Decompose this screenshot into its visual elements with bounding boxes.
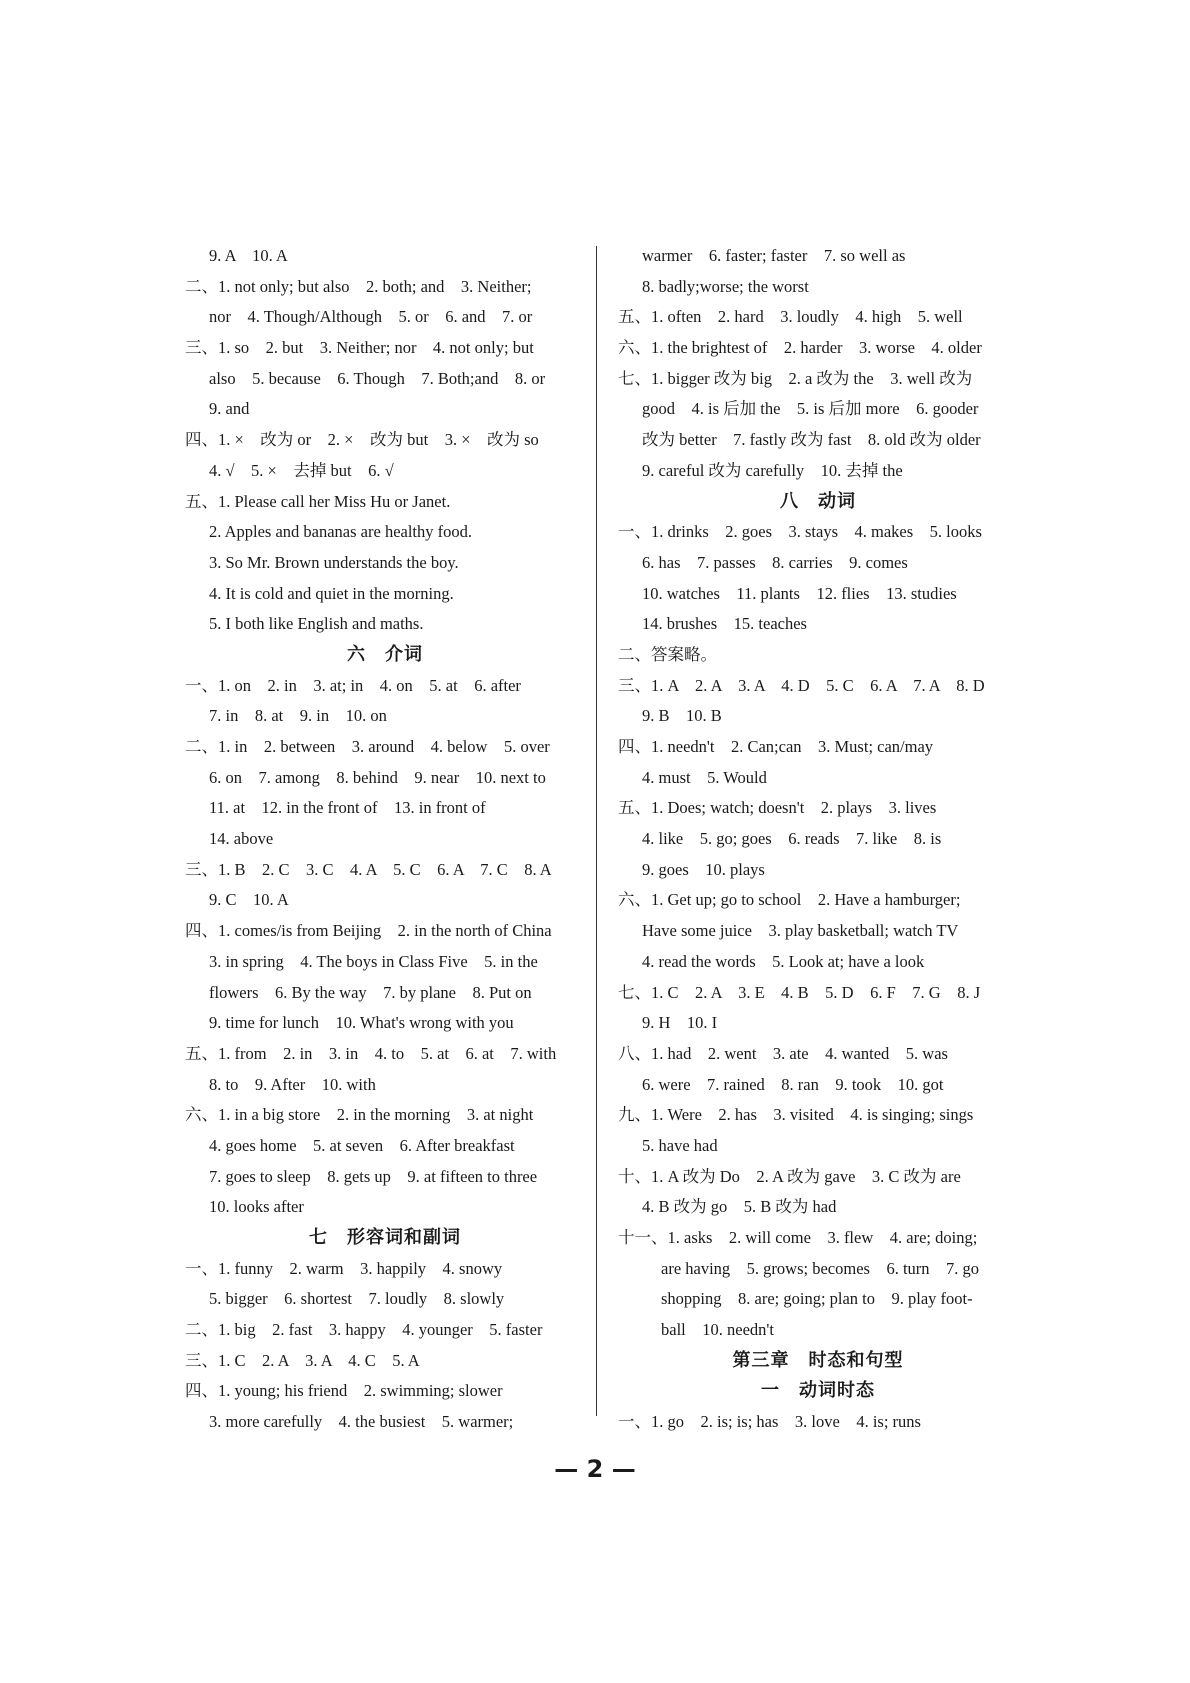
answer-line: 五、1. often 2. hard 3. loudly 4. high 5. well <box>618 307 963 327</box>
answer-line: 四、1. comes/is from Beijing 2. in the north of China <box>185 921 552 941</box>
answer-line: 二、1. in 2. between 3. around 4. below 5. over <box>185 737 550 756</box>
answer-line: 7. in 8. at 9. in 10. on <box>209 706 387 726</box>
answer-line: 一、1. funny 2. warm 3. happily 4. snowy <box>185 1258 503 1278</box>
answer-line: 3. in spring 4. The boys in Class Five 5. in the <box>209 951 538 971</box>
answer-line: 9. and <box>209 399 250 419</box>
answer-line: 5. I both like English and maths. <box>209 614 424 634</box>
answer-line: 4. read the words 5. Look at; have a look <box>642 951 925 971</box>
section-heading: 八 动词 <box>780 490 856 512</box>
answer-line: good 4. is 后加 the 5. is 后加 more 6. gooder <box>642 399 979 419</box>
answer-line: ball 10. needn't <box>661 1320 774 1340</box>
answer-line: 二、1. big 2. fast 3. happy 4. younger 5. faster <box>185 1320 543 1340</box>
answer-line: 一、1. on 2. in 3. at; in 4. on 5. at 6. after <box>185 675 521 695</box>
answer-line: 七、1. C 2. A 3. E 4. B 5. D 6. F 7. G 8. J <box>618 982 981 1002</box>
answer-line: 三、1. C 2. A 3. A 4. C 5. A <box>185 1350 420 1370</box>
answer-line: 四、1. × 改为 or 2. × 改为 but 3. × 改为 so <box>185 430 539 450</box>
answer-line: warmer 6. faster; faster 7. so well as <box>642 246 906 265</box>
answer-line: 10. looks after <box>209 1197 304 1217</box>
answer-line: 8. badly;worse; the worst <box>642 276 809 296</box>
answer-line: 六、1. the brightest of 2. harder 3. worse 4. older <box>618 338 982 358</box>
answer-line: 八、1. had 2. went 3. ate 4. wanted 5. was <box>618 1043 948 1063</box>
answer-line: 六、1. in a big store 2. in the morning 3. at night <box>185 1105 534 1125</box>
answer-line: 9. H 10. I <box>642 1013 718 1033</box>
answer-line: 三、1. B 2. C 3. C 4. A 5. C 6. A 7. C 8. A <box>185 859 552 879</box>
page-number: — 2 — <box>554 1455 636 1483</box>
answer-line: 6. on 7. among 8. behind 9. near 10. next to <box>209 767 546 787</box>
answer-line: 5. have had <box>642 1135 718 1155</box>
answer-line: flowers 6. By the way 7. by plane 8. Put on <box>209 982 532 1002</box>
answer-line: 4. It is cold and quiet in the morning. <box>209 583 454 603</box>
answer-line: 11. at 12. in the front of 13. in front of <box>209 798 486 818</box>
answer-line: 4. √ 5. × 去掉 but 6. √ <box>209 460 394 480</box>
answer-line: 9. careful 改为 carefully 10. 去掉 the <box>642 460 903 480</box>
answer-line: 9. B 10. B <box>642 706 722 726</box>
answer-line: 4. like 5. go; goes 6. reads 7. like 8. is <box>642 829 942 849</box>
answer-line: 8. to 9. After 10. with <box>209 1074 376 1094</box>
answer-line: 6. were 7. rained 8. ran 9. took 10. got <box>642 1074 944 1094</box>
section-heading: 六 介词 <box>347 643 423 665</box>
answer-line: Have some juice 3. play basketball; watch TV <box>642 921 959 941</box>
answer-line: 九、1. Were 2. has 3. visited 4. is singing; sings <box>618 1105 974 1125</box>
answer-line: 三、1. A 2. A 3. A 4. D 5. C 6. A 7. A 8. D <box>618 675 985 695</box>
answer-line: 4. must 5. Would <box>642 767 767 787</box>
answer-line: 二、答案略。 <box>618 644 717 664</box>
answer-line: also 5. because 6. Though 7. Both;and 8. or <box>209 368 546 388</box>
answer-line: 五、1. Does; watch; doesn't 2. plays 3. lives <box>618 798 937 818</box>
answer-line: nor 4. Though/Although 5. or 6. and 7. or <box>209 307 533 327</box>
answer-line: 六、1. Get up; go to school 2. Have a hamburger; <box>618 890 961 910</box>
left-column <box>185 241 585 1438</box>
answer-line: 2. Apples and bananas are healthy food. <box>209 522 473 542</box>
answer-line: are having 5. grows; becomes 6. turn 7. go <box>661 1258 980 1278</box>
answer-line: 五、1. from 2. in 3. in 4. to 5. at 6. at 7. with <box>185 1043 557 1063</box>
answer-line: 7. goes to sleep 8. gets up 9. at fifteen to three <box>209 1166 538 1186</box>
section-heading: 七 形容词和副词 <box>309 1227 461 1248</box>
answer-line: 四、1. needn't 2. Can;can 3. Must; can/may <box>618 737 934 756</box>
answer-line: 一、1. drinks 2. goes 3. stays 4. makes 5. looks <box>618 522 982 542</box>
answer-line: 10. watches 11. plants 12. flies 13. studies <box>642 583 957 603</box>
section-heading: 第三章 时态和句型 <box>732 1349 904 1371</box>
answer-line: shopping 8. are; going; plan to 9. play foot- <box>661 1289 973 1309</box>
answer-line: 七、1. bigger 改为 big 2. a 改为 the 3. well 改为 <box>618 368 973 388</box>
answer-line: 4. B 改为 go 5. B 改为 had <box>642 1197 837 1217</box>
answer-line: 9. C 10. A <box>209 890 289 910</box>
answer-line: 十、1. A 改为 Do 2. A 改为 gave 3. C 改为 are <box>618 1166 961 1186</box>
answer-line: 9. time for lunch 10. What's wrong with you <box>209 1013 514 1033</box>
section-heading: 一 动词时态 <box>761 1380 875 1402</box>
answer-line: 3. So Mr. Brown understands the boy. <box>209 552 459 572</box>
answer-line: 9. A 10. A <box>209 246 288 265</box>
answer-line: 四、1. young; his friend 2. swimming; slower <box>185 1381 503 1401</box>
answer-line: 改为 better 7. fastly 改为 fast 8. old 改为 older <box>642 430 981 450</box>
answer-line: 二、1. not only; but also 2. both; and 3. Neither; <box>185 276 532 296</box>
right-column <box>618 241 1018 1438</box>
answer-line: 五、1. Please call her Miss Hu or Janet. <box>185 491 451 511</box>
answer-line: 14. brushes 15. teaches <box>642 614 807 634</box>
answer-line: 三、1. so 2. but 3. Neither; nor 4. not only; but <box>185 338 534 358</box>
answer-line: 5. bigger 6. shortest 7. loudly 8. slowly <box>209 1289 505 1309</box>
answer-line: 6. has 7. passes 8. carries 9. comes <box>642 552 908 572</box>
column-divider <box>596 246 597 1416</box>
answer-line: 十一、1. asks 2. will come 3. flew 4. are; doing; <box>618 1228 978 1247</box>
answer-line: 4. goes home 5. at seven 6. After breakfast <box>209 1135 515 1155</box>
answer-line: 9. goes 10. plays <box>642 859 765 879</box>
answer-line: 一、1. go 2. is; is; has 3. love 4. is; runs <box>618 1412 921 1432</box>
answer-line: 14. above <box>209 829 274 849</box>
answer-line: 3. more carefully 4. the busiest 5. warmer; <box>209 1412 514 1432</box>
